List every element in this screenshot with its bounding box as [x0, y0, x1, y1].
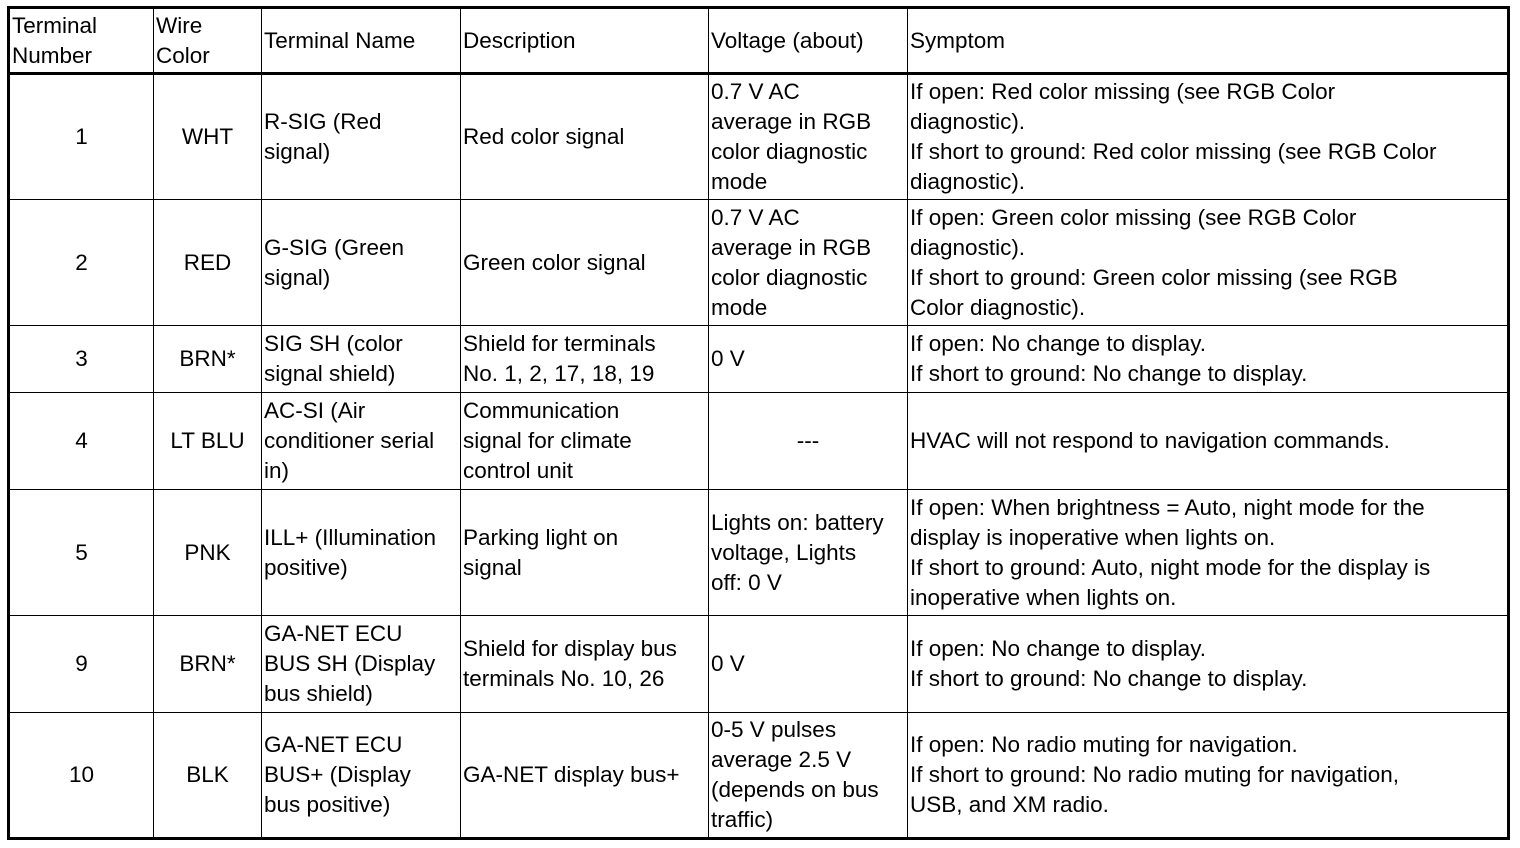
cell-symptom-line: diagnostic). — [910, 109, 1026, 134]
cell-terminal-name-line: SIG SH (color — [264, 331, 403, 356]
cell-description — [461, 616, 709, 713]
cell-voltage-line: average in RGB — [711, 234, 872, 260]
cell-voltage-line: (depends on bus — [711, 777, 879, 802]
header-wire-color: Wire Color — [154, 8, 262, 74]
cell-symptom — [908, 616, 1509, 713]
cell-voltage — [709, 713, 908, 839]
cell-voltage-line: 0-5 V pulses — [711, 717, 837, 742]
table-row — [9, 393, 1509, 490]
table-row — [9, 490, 1509, 616]
header-description: Description — [461, 8, 709, 74]
cell-terminal-name-line: in) — [264, 458, 290, 483]
cell-terminal-name-line: GA-NET ECU — [264, 621, 403, 646]
cell-voltage-line: 0 V — [711, 346, 745, 371]
cell-symptom-line: If short to ground: No change to display. — [910, 666, 1308, 691]
cell-terminal-number: 5 — [9, 490, 154, 616]
cell-description-line: No. 1, 2, 17, 18, 19 — [463, 361, 655, 386]
cell-terminal-name — [262, 74, 461, 200]
cell-description-line: Red color signal — [463, 124, 625, 149]
cell-voltage-line: mode — [711, 294, 768, 320]
cell-wire-color: WHT — [154, 74, 262, 200]
table-row — [9, 326, 1509, 393]
cell-symptom — [908, 326, 1509, 393]
cell-symptom-line: If open: Red color missing (see RGB Color — [910, 79, 1336, 104]
cell-description — [461, 393, 709, 490]
cell-description-line: terminals No. 10, 26 — [463, 666, 665, 691]
cell-terminal-name — [262, 490, 461, 616]
cell-description-line: signal for climate — [463, 428, 632, 453]
cell-terminal-number: 4 — [9, 393, 154, 490]
cell-wire-color: BLK — [154, 713, 262, 839]
cell-description-line: Shield for terminals — [463, 331, 656, 356]
cell-voltage-line: 0 V — [711, 651, 745, 676]
cell-description-line: GA-NET display bus+ — [463, 762, 680, 787]
cell-description-line: signal — [463, 554, 522, 580]
cell-terminal-name-line: BUS+ (Display — [264, 762, 411, 787]
header-symptom: Symptom — [908, 8, 1509, 74]
cell-terminal-name-line: AC-SI (Air — [264, 398, 366, 423]
cell-symptom-line: If short to ground: No radio muting for navigation, — [910, 762, 1400, 787]
cell-voltage — [709, 74, 908, 200]
cell-voltage-line: average 2.5 V — [711, 747, 852, 772]
cell-terminal-name-line: bus shield) — [264, 681, 373, 706]
header-voltage: Voltage (about) — [709, 8, 908, 74]
cell-terminal-name-line: GA-NET ECU — [264, 732, 403, 757]
cell-symptom — [908, 713, 1509, 839]
cell-description — [461, 74, 709, 200]
cell-symptom — [908, 393, 1509, 490]
cell-voltage — [709, 616, 908, 713]
cell-terminal-name-line: bus positive) — [264, 792, 391, 817]
cell-symptom-line: If short to ground: Green color missing (see RGB — [910, 264, 1398, 290]
cell-symptom-line: If open: No change to display. — [910, 636, 1207, 661]
cell-symptom-line: diagnostic). — [910, 169, 1026, 194]
cell-wire-color: BRN* — [154, 326, 262, 393]
cell-voltage-line: 0.7 V AC — [711, 204, 800, 230]
cell-symptom-line: If open: No radio muting for navigation. — [910, 732, 1298, 757]
cell-terminal-name-line: signal) — [264, 139, 331, 164]
cell-voltage-line: mode — [711, 169, 768, 194]
cell-terminal-name — [262, 713, 461, 839]
cell-terminal-number: 3 — [9, 326, 154, 393]
cell-symptom-line: HVAC will not respond to navigation commands. — [910, 428, 1390, 453]
table-row — [9, 74, 1509, 200]
cell-description-line: Parking light on — [463, 524, 619, 550]
cell-wire-color: PNK — [154, 490, 262, 616]
cell-description — [461, 326, 709, 393]
cell-symptom-line: If short to ground: Auto, night mode for the display is — [910, 554, 1431, 580]
cell-wire-color: BRN* — [154, 616, 262, 713]
cell-voltage — [709, 490, 908, 616]
cell-symptom — [908, 74, 1509, 200]
cell-voltage — [709, 393, 908, 490]
cell-terminal-name-line: BUS SH (Display — [264, 651, 436, 676]
cell-voltage-line: off: 0 V — [711, 569, 782, 595]
cell-terminal-name — [262, 200, 461, 326]
cell-terminal-name-line: signal) — [264, 264, 331, 290]
cell-description — [461, 490, 709, 616]
cell-wire-color: LT BLU — [154, 393, 262, 490]
cell-terminal-name-line: signal shield) — [264, 361, 396, 386]
header-terminal-name: Terminal Name — [262, 8, 461, 74]
cell-symptom — [908, 490, 1509, 616]
cell-terminal-number: 10 — [9, 713, 154, 839]
cell-symptom-line: If open: No change to display. — [910, 331, 1207, 356]
cell-terminal-name — [262, 616, 461, 713]
cell-voltage-line: color diagnostic — [711, 264, 868, 290]
cell-voltage-line: color diagnostic — [711, 139, 868, 164]
cell-terminal-number: 2 — [9, 200, 154, 326]
header-terminal-number: Terminal Number — [9, 8, 154, 74]
cell-description — [461, 200, 709, 326]
terminal-table — [7, 6, 1510, 840]
cell-symptom — [908, 200, 1509, 326]
cell-terminal-number: 9 — [9, 616, 154, 713]
cell-wire-color: RED — [154, 200, 262, 326]
cell-voltage-line: Lights on: battery — [711, 509, 884, 535]
cell-symptom-line: Color diagnostic). — [910, 294, 1086, 320]
cell-voltage-line: 0.7 V AC — [711, 79, 800, 104]
cell-terminal-name-line: positive) — [264, 554, 348, 580]
cell-terminal-name-line: R-SIG (Red — [264, 109, 382, 134]
cell-symptom-line: If short to ground: No change to display. — [910, 361, 1308, 386]
cell-terminal-name — [262, 393, 461, 490]
cell-symptom-line: If open: Green color missing (see RGB Color — [910, 204, 1357, 230]
cell-description — [461, 713, 709, 839]
cell-voltage — [709, 326, 908, 393]
cell-symptom-line: display is inoperative when lights on. — [910, 524, 1276, 550]
cell-terminal-name-line: ILL+ (Illumination — [264, 524, 436, 550]
table-row — [9, 616, 1509, 713]
cell-terminal-name-line: conditioner serial — [264, 428, 435, 453]
cell-voltage — [709, 200, 908, 326]
cell-symptom-line: inoperative when lights on. — [910, 584, 1177, 610]
cell-voltage-line: average in RGB — [711, 109, 872, 134]
cell-description-line: Green color signal — [463, 249, 646, 275]
cell-description-line: Shield for display bus — [463, 636, 677, 661]
table-row — [9, 200, 1509, 326]
header-row — [9, 8, 1509, 74]
table-row — [9, 713, 1509, 839]
cell-description-line: control unit — [463, 458, 574, 483]
cell-symptom-line: USB, and XM radio. — [910, 792, 1109, 817]
cell-voltage-line: voltage, Lights — [711, 539, 857, 565]
cell-voltage-line: --- — [796, 428, 820, 453]
cell-voltage-line: traffic) — [711, 807, 774, 832]
cell-symptom-line: If open: When brightness = Auto, night mode for the — [910, 494, 1425, 520]
cell-symptom-line: If short to ground: Red color missing (see RGB Color — [910, 139, 1437, 164]
cell-symptom-line: diagnostic). — [910, 234, 1026, 260]
cell-description-line: Communication — [463, 398, 620, 423]
cell-terminal-name — [262, 326, 461, 393]
cell-terminal-name-line: G-SIG (Green — [264, 234, 405, 260]
cell-terminal-number: 1 — [9, 74, 154, 200]
